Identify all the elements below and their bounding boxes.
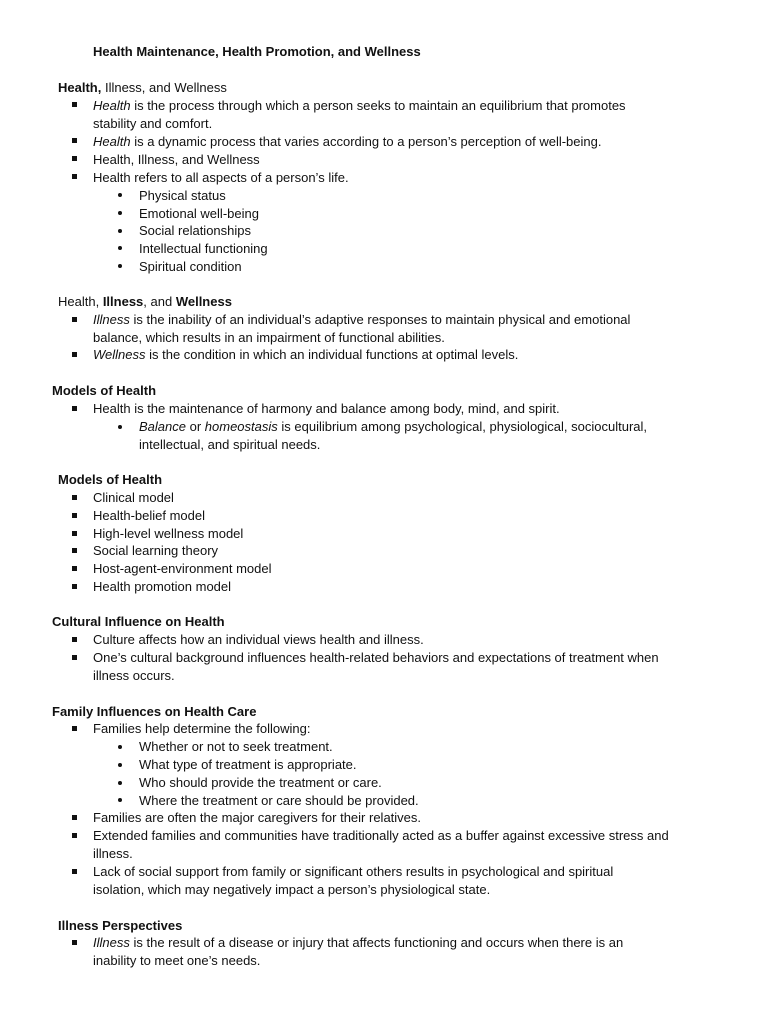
sub-item-balance bbox=[139, 418, 647, 436]
document-title: Health Maintenance, Health Promotion, and Wellness bbox=[93, 44, 421, 59]
sub-item: Where the treatment or care should be provided. bbox=[139, 793, 419, 808]
bullet-health-definition bbox=[93, 97, 626, 115]
section-heading-family-influences: Family Influences on Health Care bbox=[52, 704, 257, 719]
list-item: Health promotion model bbox=[93, 579, 232, 594]
sub-item: Who should provide the treatment or care. bbox=[139, 775, 382, 790]
bullet-text: is the inability of an individual’s adaptive responses to maintain physical and emotional bbox=[129, 312, 631, 327]
square-bullet bbox=[72, 495, 77, 500]
list-item: Social learning theory bbox=[93, 543, 219, 558]
bullet-continuation: balance, which results in an impairment of functional abilities. bbox=[93, 330, 445, 345]
sub-item: Social relationships bbox=[139, 223, 252, 238]
bullet-culture-affects: Culture affects how an individual views health and illness. bbox=[93, 632, 424, 647]
square-bullet bbox=[72, 726, 77, 731]
square-bullet bbox=[72, 138, 77, 143]
square-bullet bbox=[72, 102, 77, 107]
list-item: Host-agent-environment model bbox=[93, 561, 272, 576]
sub-text: or bbox=[185, 419, 205, 434]
round-bullet bbox=[118, 798, 122, 802]
bullet-text: is the result of a disease or injury that affects functioning and occurs when there is an bbox=[129, 935, 624, 950]
section-heading-health-illness-wellness bbox=[58, 79, 227, 97]
term-health: Health bbox=[93, 98, 131, 113]
bullet-health-dynamic bbox=[93, 133, 601, 151]
bullet-health-illness-wellness: Health, Illness, and Wellness bbox=[93, 152, 260, 167]
round-bullet bbox=[118, 763, 122, 767]
list-item: High-level wellness model bbox=[93, 526, 244, 541]
square-bullet bbox=[72, 406, 77, 411]
square-bullet bbox=[72, 352, 77, 357]
section-heading-models-of-health: Models of Health bbox=[52, 383, 157, 398]
sub-item: Intellectual functioning bbox=[139, 241, 268, 256]
bullet-continuation: illness occurs. bbox=[93, 668, 175, 683]
round-bullet bbox=[118, 246, 122, 250]
bullet-families-caregivers: Families are often the major caregivers for their relatives. bbox=[93, 810, 422, 825]
heading-wellness-word: Wellness bbox=[175, 294, 232, 309]
term-health: Health bbox=[93, 134, 131, 149]
round-bullet bbox=[118, 425, 122, 429]
bullet-continuation: stability and comfort. bbox=[93, 116, 213, 131]
bullet-lack-of-support: Lack of social support from family or significant others results in psychological and spiritual bbox=[93, 864, 614, 879]
bullet-continuation: illness. bbox=[93, 846, 133, 861]
sub-item: Emotional well-being bbox=[139, 206, 259, 221]
section-heading-illness-perspectives: Illness Perspectives bbox=[58, 918, 183, 933]
bullet-illness-result bbox=[93, 934, 623, 952]
bullet-continuation: isolation, which may negatively impact a person’s physiological state. bbox=[93, 882, 491, 897]
bullet-text: is the process through which a person seeks to maintain an equilibrium that promotes bbox=[130, 98, 626, 113]
round-bullet bbox=[118, 781, 122, 785]
square-bullet bbox=[72, 548, 77, 553]
term-illness: Illness bbox=[93, 935, 130, 950]
sub-item: Physical status bbox=[139, 188, 226, 203]
square-bullet bbox=[72, 156, 77, 161]
square-bullet bbox=[72, 637, 77, 642]
section-heading-models-of-health-2: Models of Health bbox=[58, 472, 163, 487]
square-bullet bbox=[72, 940, 77, 945]
heading-illness-word: Illness bbox=[102, 294, 144, 309]
sub-item: Spiritual condition bbox=[139, 259, 242, 274]
round-bullet bbox=[118, 193, 122, 197]
square-bullet bbox=[72, 815, 77, 820]
round-bullet bbox=[118, 264, 122, 268]
section-heading-illness-wellness bbox=[58, 293, 232, 311]
square-bullet bbox=[72, 513, 77, 518]
square-bullet bbox=[72, 317, 77, 322]
bullet-text: is the condition in which an individual functions at optimal levels. bbox=[145, 347, 519, 362]
heading-health-word: Health, bbox=[58, 80, 102, 95]
bullet-health-harmony: Health is the maintenance of harmony and balance among body, mind, and spirit. bbox=[93, 401, 560, 416]
bullet-extended-families: Extended families and communities have traditionally acted as a buffer against excessive stress and bbox=[93, 828, 669, 843]
square-bullet bbox=[72, 531, 77, 536]
bullet-text: is a dynamic process that varies according to a person’s perception of well-being. bbox=[130, 134, 602, 149]
bullet-continuation: inability to meet one’s needs. bbox=[93, 953, 261, 968]
heading-part: , and bbox=[143, 294, 176, 309]
sub-item-continuation: intellectual, and spiritual needs. bbox=[139, 437, 321, 452]
term-illness: Illness bbox=[93, 312, 130, 327]
heading-rest: Illness, and Wellness bbox=[101, 80, 227, 95]
section-heading-cultural-influence: Cultural Influence on Health bbox=[52, 614, 225, 629]
square-bullet bbox=[72, 833, 77, 838]
square-bullet bbox=[72, 566, 77, 571]
square-bullet bbox=[72, 655, 77, 660]
square-bullet bbox=[72, 174, 77, 179]
round-bullet bbox=[118, 211, 122, 215]
bullet-illness-definition bbox=[93, 311, 630, 329]
round-bullet bbox=[118, 229, 122, 233]
bullet-wellness-definition bbox=[93, 346, 518, 364]
term-wellness: Wellness bbox=[93, 347, 146, 362]
list-item: Clinical model bbox=[93, 490, 174, 505]
bullet-health-aspects: Health refers to all aspects of a person’s life. bbox=[93, 170, 349, 185]
term-balance: Balance bbox=[139, 419, 186, 434]
bullet-families-determine: Families help determine the following: bbox=[93, 721, 311, 736]
sub-item: Whether or not to seek treatment. bbox=[139, 739, 333, 754]
square-bullet bbox=[72, 584, 77, 589]
list-item: Health-belief model bbox=[93, 508, 206, 523]
term-homeostasis: homeostasis bbox=[204, 419, 278, 434]
sub-text: is equilibrium among psychological, physiological, sociocultural, bbox=[277, 419, 648, 434]
sub-item: What type of treatment is appropriate. bbox=[139, 757, 357, 772]
bullet-cultural-background: One’s cultural background influences health-related behaviors and expectations of treatment when bbox=[93, 650, 659, 665]
square-bullet bbox=[72, 869, 77, 874]
heading-part: Health, bbox=[58, 294, 103, 309]
round-bullet bbox=[118, 745, 122, 749]
